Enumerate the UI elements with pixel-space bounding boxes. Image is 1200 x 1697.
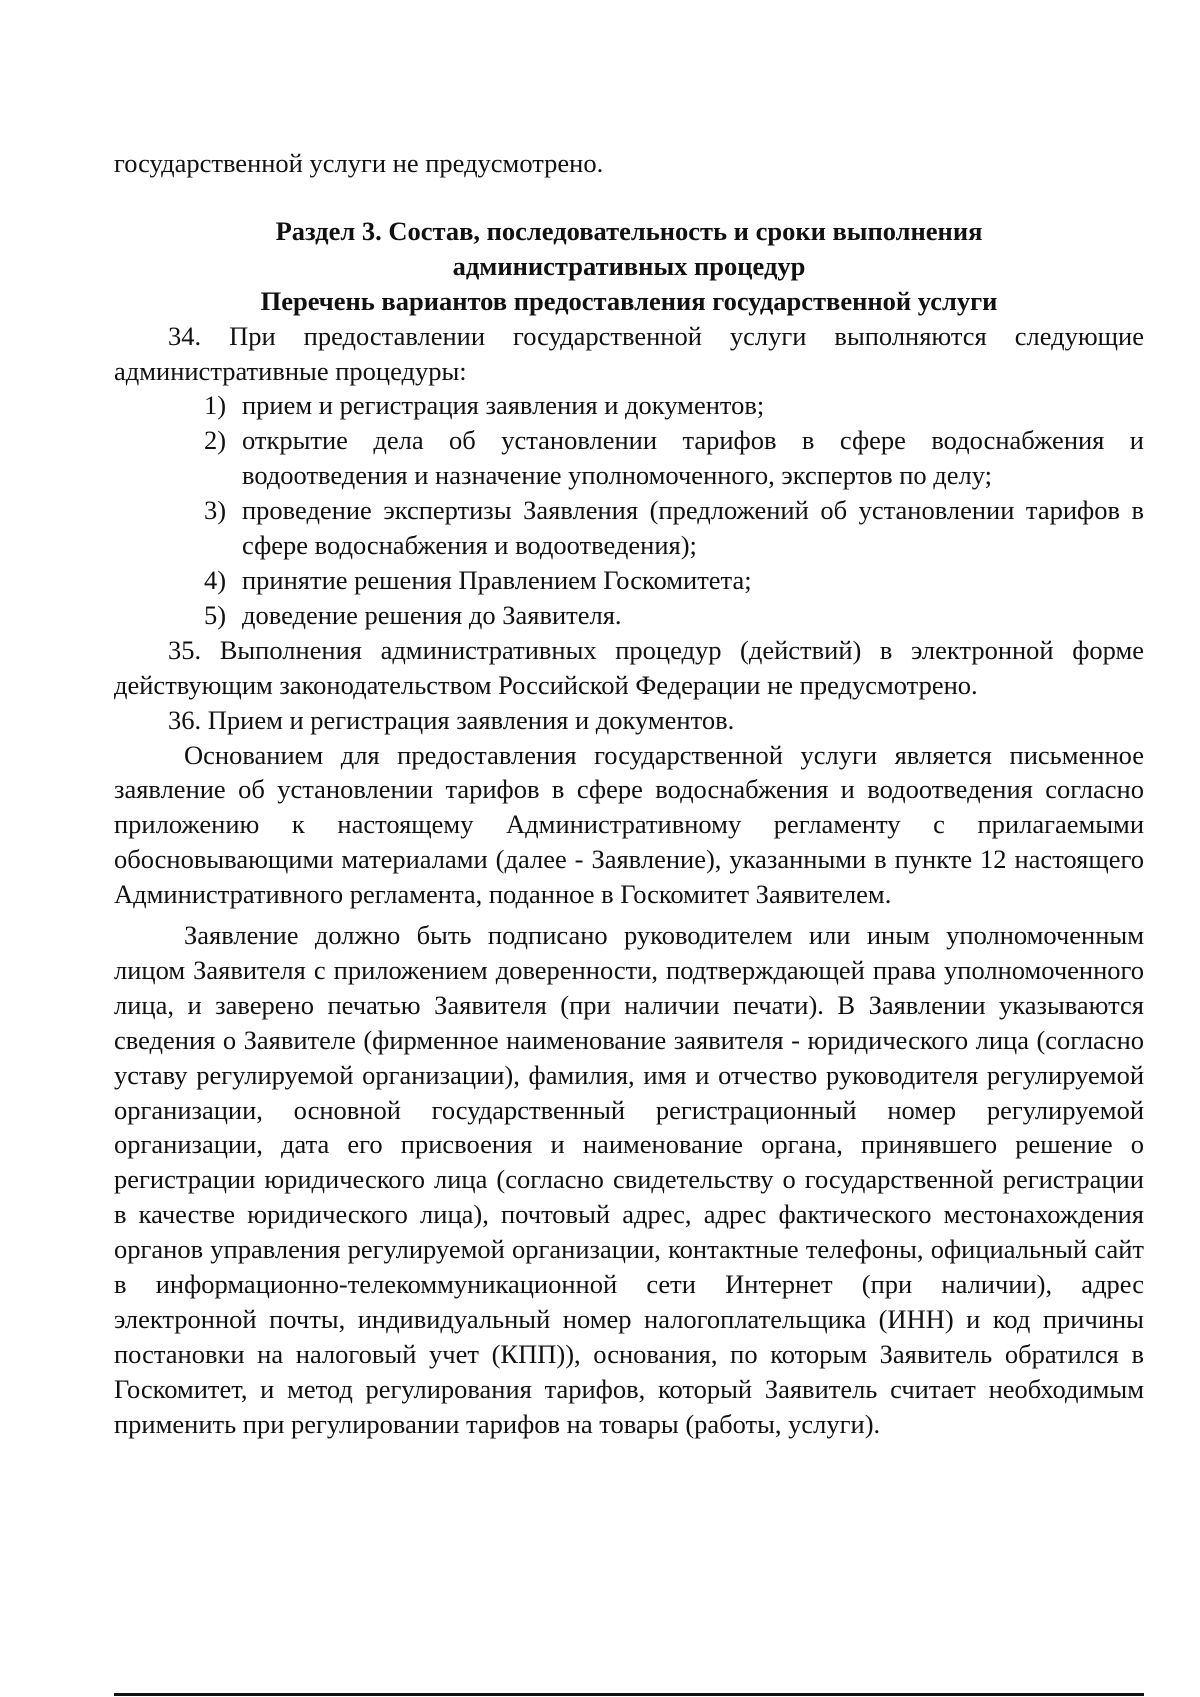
procedure-text: проведение экспертизы Заявления (предложений об установлении тарифов в сфере водоснабжения и водоотведения); xyxy=(242,495,1144,561)
footer-rule xyxy=(114,1693,1144,1696)
paragraph-34: 34. При предоставлении государственной услуги выполняются следующие административные процедуры: xyxy=(114,320,1144,386)
paragraph-application-requirements: Заявление должно быть подписано руководителем или иным уполномоченным лицом Заявителя с приложением доверенности, подтверждающей права уполномоченного лица, и заверено печатью Заявителя (при наличии печати). В Заявлении указываются сведения о Заявителе (фирменное наименование заявителя - юридического лица (согласно уставу регулируемой организации), фамилия, имя и отчество руководителя регулируемой организации, основной государственный регистрационный номер регулируемой организации, дата его присвоения и наименование органа, принявшего решение о регистрации юридического лица (согласно свидетельству о государственной регистрации в качестве юридического лица), почтовый адрес, адрес фактического местонахождения органов управления регулируемой организации, контактные телефоны, официальный сайт в информационно-телекоммуникационной сети Интернет (при наличии), адрес электронной почты, индивидуальный номер налогоплательщика (ИНН) и код причины постановки на налоговый учет (КПП)), основания, по которым Заявитель обратился в Госкомитет, и метод регулирования тарифов, который Заявитель считает необходимым применить при регулировании тарифов на товары (работы, услуги). xyxy=(114,920,1144,1439)
section-heading-block xyxy=(114,214,1144,319)
section-heading-line-2: административных процедур xyxy=(452,250,806,281)
procedure-text: открытие дела об установлении тарифов в сфере водоснабжения и водоотведения и назначение уполномоченного, экспертов по делу; xyxy=(242,425,1144,491)
continuation-line: государственной услуги не предусмотрено. xyxy=(114,148,604,178)
procedure-item xyxy=(114,388,1144,423)
procedure-number: 1) xyxy=(204,390,227,421)
procedure-text: принятие решения Правлением Госкомитета; xyxy=(242,564,752,595)
procedure-item xyxy=(114,563,1144,598)
procedure-number: 4) xyxy=(204,564,227,595)
procedure-number: 5) xyxy=(204,599,227,630)
paragraph-36: 36. Прием и регистрация заявления и документов. xyxy=(168,704,735,735)
subheading: Перечень вариантов предоставления государственной услуги xyxy=(260,285,998,316)
paragraph-basis: Основанием для предоставления государственной услуги является письменное заявление об установлении тарифов в сфере водоснабжения и водоотведения согласно приложению к настоящему Административному регламенту с прилагаемыми обосновывающими материалами (далее - Заявление), указанными в пункте 12 настоящего Административного регламента, поданное в Госкомитет Заявителем. xyxy=(114,739,1144,910)
paragraph-35: 35. Выполнения административных процедур (действий) в электронной форме действующим законодательством Российской Федерации не предусмотрено. xyxy=(114,634,1144,700)
procedure-text: прием и регистрация заявления и документов; xyxy=(242,390,765,421)
procedure-item xyxy=(114,598,1144,633)
section-heading-line-1: Раздел 3. Состав, последовательность и сроки выполнения xyxy=(275,215,983,246)
procedure-text: доведение решения до Заявителя. xyxy=(242,599,622,630)
document-page xyxy=(114,146,1144,1442)
procedure-number: 3) xyxy=(204,495,227,526)
procedure-item xyxy=(114,493,1144,563)
procedure-list xyxy=(114,388,1144,632)
procedure-number: 2) xyxy=(204,425,227,456)
procedure-item xyxy=(114,423,1144,493)
